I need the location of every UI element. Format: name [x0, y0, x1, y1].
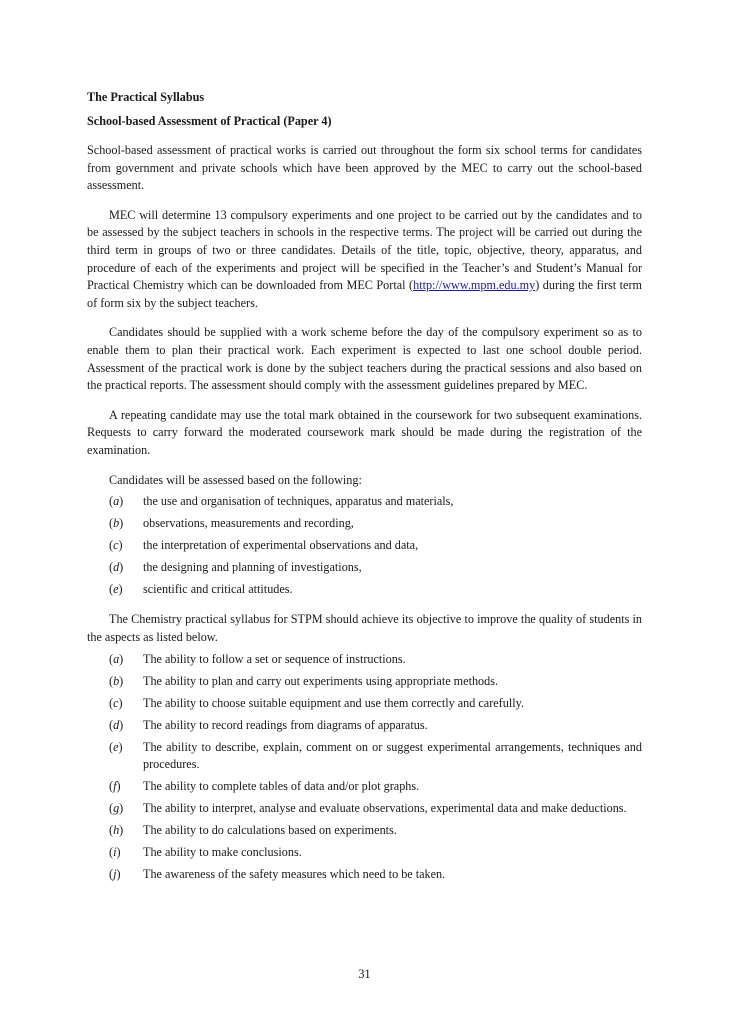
list-marker: (c)	[109, 695, 123, 710]
list-item-text: The ability to make conclusions.	[143, 845, 302, 860]
list-item	[87, 651, 642, 669]
paragraph-experiments-text-end: ) during the first term of form six by the subject teachers.	[87, 278, 642, 310]
list-item-text: The ability to record readings from diagrams of apparatus.	[143, 717, 428, 732]
list-item-text: the interpretation of experimental observations and data,	[143, 538, 419, 553]
list-item-text: observations, measurements and recording,	[143, 516, 354, 531]
list-marker: (a)	[109, 494, 124, 509]
list-marker: (g)	[109, 801, 124, 816]
list-marker: (f)	[109, 779, 121, 794]
list-marker: (h)	[109, 823, 124, 838]
list-item	[87, 800, 642, 818]
list-marker: (a)	[109, 651, 124, 666]
list-marker: (i)	[109, 845, 121, 860]
list-marker: (b)	[109, 673, 124, 688]
list-marker: (e)	[109, 582, 123, 597]
list-item	[87, 537, 642, 555]
list-marker: (d)	[109, 560, 124, 575]
abilities-list	[87, 651, 642, 884]
document-page	[87, 88, 642, 884]
list-item-text: scientific and critical attitudes.	[143, 582, 293, 597]
list-item-text: The ability to plan and carry out experiments using appropriate methods.	[143, 673, 499, 688]
list-item	[87, 559, 642, 577]
paragraph-objectives: The Chemistry practical syllabus for STPM should achieve its objective to improve the quality of students in the aspects as listed below.	[87, 612, 642, 644]
assessment-intro: Candidates will be assessed based on the following:	[109, 472, 362, 487]
assessment-criteria-list	[87, 493, 642, 599]
list-item-text: The ability to follow a set or sequence of instructions.	[143, 651, 406, 666]
page-number: 31	[358, 967, 371, 981]
list-item	[87, 866, 642, 884]
list-marker: (j)	[109, 867, 121, 882]
list-item	[87, 581, 642, 599]
list-marker: (e)	[109, 739, 123, 754]
list-item-text: the use and organisation of techniques, apparatus and materials,	[143, 494, 454, 509]
list-item	[87, 515, 642, 533]
paragraph-experiments-text: MEC will determine 13 compulsory experiments and one project to be carried out by the candidates and to be assessed by the subject teachers in schools in the respective terms. The project will be carried out during the third term in groups of two or three candidates. Details of the title, topic, objective, theory, apparatus, and procedure of each of the experiments and project will be specified in the Teacher’s and Student’s Manual for Practical Chemistry which can be downloaded from MEC Portal (	[87, 207, 642, 293]
list-item	[87, 844, 642, 862]
list-item-text: The ability to do calculations based on experiments.	[143, 823, 397, 838]
list-item-text: The ability to describe, explain, comment on or suggest experimental arrangements, techniques and procedures.	[143, 739, 642, 772]
list-item	[87, 778, 642, 796]
list-item	[87, 493, 642, 511]
list-item-text: The ability to choose suitable equipment and use them correctly and carefully.	[143, 695, 524, 710]
section-subtitle: School-based Assessment of Practical (Paper 4)	[87, 114, 332, 128]
list-item-text: The awareness of the safety measures which need to be taken.	[143, 867, 446, 882]
paragraph-experiments	[87, 207, 642, 313]
list-marker: (d)	[109, 717, 124, 732]
list-item-text: The ability to complete tables of data and/or plot graphs.	[143, 779, 420, 794]
paragraph-work-scheme: Candidates should be supplied with a work scheme before the day of the compulsory experiment so as to enable them to plan their practical work. Each experiment is expected to last one school double period. Assessment of the practical work is done by the subject teachers during the practical sessions and also based on the practical reports. The assessment should comply with the assessment guidelines prepared by MEC.	[87, 325, 642, 393]
list-item-text: The ability to interpret, analyse and evaluate observations, experimental data and make deductions.	[143, 801, 627, 816]
mec-portal-link[interactable]: http://www.mpm.edu.my	[413, 278, 536, 293]
list-item	[87, 717, 642, 735]
list-item	[87, 739, 642, 774]
paragraph-repeating-candidate: A repeating candidate may use the total mark obtained in the coursework for two subsequent examinations. Requests to carry forward the moderated coursework mark should be made during the registration of the examination.	[87, 407, 642, 457]
paragraph-intro: School-based assessment of practical works is carried out throughout the form six school terms for candidates from government and private schools which have been approved by the MEC to carry out the school-based assessment.	[87, 143, 642, 193]
section-title: The Practical Syllabus	[87, 90, 205, 104]
list-marker: (c)	[109, 538, 123, 553]
list-item	[87, 695, 642, 713]
list-marker: (b)	[109, 516, 124, 531]
list-item-text: the designing and planning of investigations,	[143, 560, 362, 575]
list-item	[87, 673, 642, 691]
list-item	[87, 822, 642, 840]
